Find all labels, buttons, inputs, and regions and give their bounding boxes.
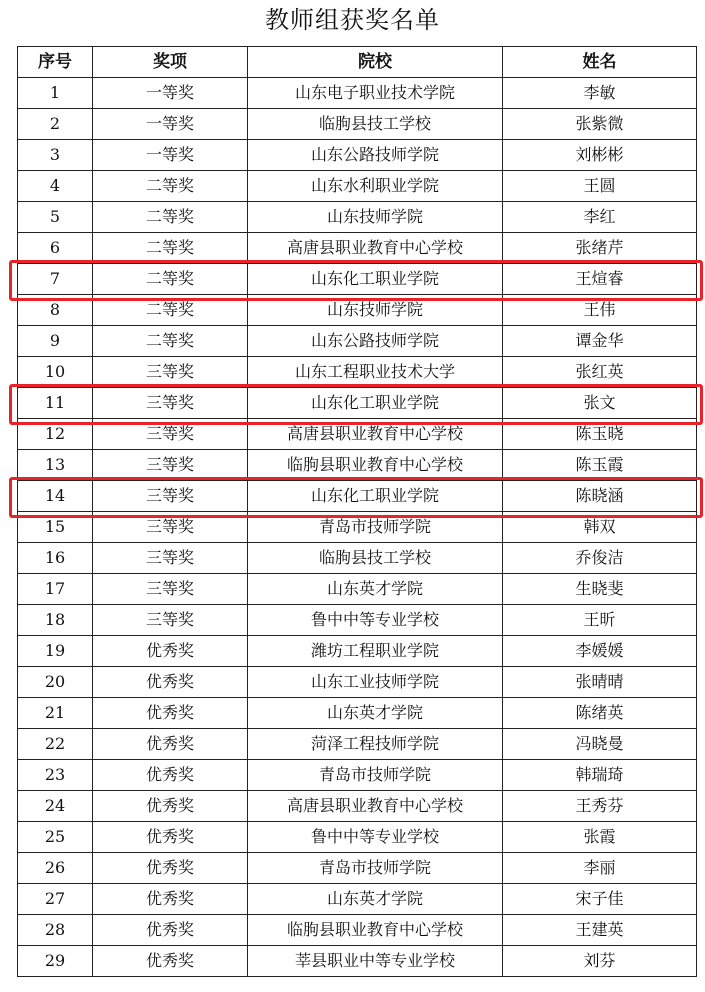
cell-number: 3 bbox=[18, 140, 93, 171]
table-row bbox=[18, 791, 697, 822]
table-row bbox=[18, 698, 697, 729]
cell-award: 优秀奖 bbox=[93, 946, 248, 977]
table-row bbox=[18, 574, 697, 605]
cell-number: 16 bbox=[18, 543, 93, 574]
cell-school: 山东技师学院 bbox=[248, 202, 503, 233]
cell-award: 三等奖 bbox=[93, 357, 248, 388]
cell-name: 李红 bbox=[503, 202, 697, 233]
cell-name: 张晴晴 bbox=[503, 667, 697, 698]
cell-name: 张紫微 bbox=[503, 109, 697, 140]
cell-school: 青岛市技师学院 bbox=[248, 853, 503, 884]
cell-school: 临朐县技工学校 bbox=[248, 543, 503, 574]
table-row bbox=[18, 388, 697, 419]
cell-number: 10 bbox=[18, 357, 93, 388]
cell-name: 陈玉晓 bbox=[503, 419, 697, 450]
cell-name: 王昕 bbox=[503, 605, 697, 636]
cell-award: 二等奖 bbox=[93, 202, 248, 233]
table-row bbox=[18, 512, 697, 543]
cell-number: 8 bbox=[18, 295, 93, 326]
cell-award: 三等奖 bbox=[93, 574, 248, 605]
cell-name: 王秀芬 bbox=[503, 791, 697, 822]
cell-school: 临朐县职业教育中心学校 bbox=[248, 915, 503, 946]
award-table bbox=[17, 46, 697, 977]
table-row bbox=[18, 357, 697, 388]
cell-number: 12 bbox=[18, 419, 93, 450]
cell-number: 19 bbox=[18, 636, 93, 667]
table-row bbox=[18, 140, 697, 171]
cell-award: 优秀奖 bbox=[93, 698, 248, 729]
cell-number: 28 bbox=[18, 915, 93, 946]
cell-name: 张绪芹 bbox=[503, 233, 697, 264]
cell-name: 韩瑞琦 bbox=[503, 760, 697, 791]
cell-school: 山东工程职业技术大学 bbox=[248, 357, 503, 388]
cell-name: 李敏 bbox=[503, 78, 697, 109]
cell-number: 11 bbox=[18, 388, 93, 419]
cell-school: 临朐县技工学校 bbox=[248, 109, 503, 140]
cell-number: 9 bbox=[18, 326, 93, 357]
cell-school: 莘县职业中等专业学校 bbox=[248, 946, 503, 977]
cell-number: 2 bbox=[18, 109, 93, 140]
cell-award: 二等奖 bbox=[93, 171, 248, 202]
cell-award: 二等奖 bbox=[93, 264, 248, 295]
cell-name: 刘芬 bbox=[503, 946, 697, 977]
cell-award: 优秀奖 bbox=[93, 853, 248, 884]
cell-award: 三等奖 bbox=[93, 605, 248, 636]
cell-number: 24 bbox=[18, 791, 93, 822]
cell-name: 张文 bbox=[503, 388, 697, 419]
cell-school: 临朐县职业教育中心学校 bbox=[248, 450, 503, 481]
table-row bbox=[18, 884, 697, 915]
cell-number: 18 bbox=[18, 605, 93, 636]
cell-name: 张红英 bbox=[503, 357, 697, 388]
cell-award: 优秀奖 bbox=[93, 667, 248, 698]
cell-name: 生晓斐 bbox=[503, 574, 697, 605]
cell-school: 青岛市技师学院 bbox=[248, 760, 503, 791]
header-number: 序号 bbox=[18, 47, 93, 78]
cell-name: 李丽 bbox=[503, 853, 697, 884]
cell-number: 15 bbox=[18, 512, 93, 543]
table-row bbox=[18, 605, 697, 636]
table-row bbox=[18, 822, 697, 853]
table-row bbox=[18, 915, 697, 946]
table-row bbox=[18, 202, 697, 233]
cell-name: 宋子佳 bbox=[503, 884, 697, 915]
cell-award: 三等奖 bbox=[93, 543, 248, 574]
cell-school: 山东公路技师学院 bbox=[248, 140, 503, 171]
page-title: 教师组获奖名单 bbox=[265, 6, 440, 34]
cell-award: 二等奖 bbox=[93, 233, 248, 264]
table-row bbox=[18, 853, 697, 884]
cell-award: 三等奖 bbox=[93, 481, 248, 512]
cell-number: 29 bbox=[18, 946, 93, 977]
cell-award: 二等奖 bbox=[93, 295, 248, 326]
table-row bbox=[18, 233, 697, 264]
cell-name: 谭金华 bbox=[503, 326, 697, 357]
cell-school: 山东水利职业学院 bbox=[248, 171, 503, 202]
cell-school: 山东英才学院 bbox=[248, 698, 503, 729]
cell-number: 7 bbox=[18, 264, 93, 295]
cell-school: 山东英才学院 bbox=[248, 574, 503, 605]
table-row bbox=[18, 78, 697, 109]
cell-award: 三等奖 bbox=[93, 419, 248, 450]
table-row bbox=[18, 760, 697, 791]
cell-number: 25 bbox=[18, 822, 93, 853]
cell-number: 21 bbox=[18, 698, 93, 729]
cell-name: 刘彬彬 bbox=[503, 140, 697, 171]
table-header-row bbox=[18, 47, 697, 78]
cell-award: 一等奖 bbox=[93, 78, 248, 109]
cell-award: 优秀奖 bbox=[93, 729, 248, 760]
cell-award: 优秀奖 bbox=[93, 791, 248, 822]
cell-award: 优秀奖 bbox=[93, 760, 248, 791]
table-row bbox=[18, 419, 697, 450]
cell-award: 优秀奖 bbox=[93, 884, 248, 915]
cell-award: 一等奖 bbox=[93, 140, 248, 171]
cell-school: 山东技师学院 bbox=[248, 295, 503, 326]
cell-school: 山东电子职业技术学院 bbox=[248, 78, 503, 109]
cell-school: 山东公路技师学院 bbox=[248, 326, 503, 357]
table-row bbox=[18, 543, 697, 574]
table-row bbox=[18, 326, 697, 357]
table-row bbox=[18, 667, 697, 698]
cell-award: 一等奖 bbox=[93, 109, 248, 140]
cell-number: 27 bbox=[18, 884, 93, 915]
table-row bbox=[18, 295, 697, 326]
table-row bbox=[18, 946, 697, 977]
cell-award: 三等奖 bbox=[93, 388, 248, 419]
cell-award: 三等奖 bbox=[93, 450, 248, 481]
cell-name: 王煊睿 bbox=[503, 264, 697, 295]
cell-number: 13 bbox=[18, 450, 93, 481]
cell-award: 优秀奖 bbox=[93, 636, 248, 667]
cell-school: 鲁中中等专业学校 bbox=[248, 605, 503, 636]
cell-number: 14 bbox=[18, 481, 93, 512]
cell-name: 陈晓涵 bbox=[503, 481, 697, 512]
table-row bbox=[18, 109, 697, 140]
header-award: 奖项 bbox=[93, 47, 248, 78]
table-row bbox=[18, 171, 697, 202]
cell-school: 鲁中中等专业学校 bbox=[248, 822, 503, 853]
cell-school: 山东英才学院 bbox=[248, 884, 503, 915]
cell-school: 青岛市技师学院 bbox=[248, 512, 503, 543]
cell-award: 优秀奖 bbox=[93, 915, 248, 946]
cell-number: 20 bbox=[18, 667, 93, 698]
cell-name: 冯晓曼 bbox=[503, 729, 697, 760]
cell-name: 陈绪英 bbox=[503, 698, 697, 729]
table-row bbox=[18, 264, 697, 295]
cell-number: 5 bbox=[18, 202, 93, 233]
cell-award: 优秀奖 bbox=[93, 822, 248, 853]
header-name: 姓名 bbox=[503, 47, 697, 78]
cell-name: 王圆 bbox=[503, 171, 697, 202]
cell-name: 韩双 bbox=[503, 512, 697, 543]
cell-school: 菏泽工程技师学院 bbox=[248, 729, 503, 760]
cell-number: 6 bbox=[18, 233, 93, 264]
cell-school: 山东化工职业学院 bbox=[248, 264, 503, 295]
cell-school: 高唐县职业教育中心学校 bbox=[248, 233, 503, 264]
cell-number: 1 bbox=[18, 78, 93, 109]
table-row bbox=[18, 729, 697, 760]
cell-number: 17 bbox=[18, 574, 93, 605]
cell-number: 4 bbox=[18, 171, 93, 202]
table-row bbox=[18, 450, 697, 481]
cell-number: 22 bbox=[18, 729, 93, 760]
cell-school: 高唐县职业教育中心学校 bbox=[248, 419, 503, 450]
cell-number: 26 bbox=[18, 853, 93, 884]
header-school: 院校 bbox=[248, 47, 503, 78]
cell-school: 山东化工职业学院 bbox=[248, 481, 503, 512]
cell-school: 山东工业技师学院 bbox=[248, 667, 503, 698]
cell-name: 陈玉霞 bbox=[503, 450, 697, 481]
cell-number: 23 bbox=[18, 760, 93, 791]
cell-award: 三等奖 bbox=[93, 512, 248, 543]
cell-name: 王伟 bbox=[503, 295, 697, 326]
cell-name: 李媛媛 bbox=[503, 636, 697, 667]
cell-school: 潍坊工程职业学院 bbox=[248, 636, 503, 667]
cell-school: 高唐县职业教育中心学校 bbox=[248, 791, 503, 822]
cell-name: 乔俊洁 bbox=[503, 543, 697, 574]
cell-name: 张霞 bbox=[503, 822, 697, 853]
cell-name: 王建英 bbox=[503, 915, 697, 946]
table-row bbox=[18, 481, 697, 512]
cell-school: 山东化工职业学院 bbox=[248, 388, 503, 419]
cell-award: 二等奖 bbox=[93, 326, 248, 357]
table-row bbox=[18, 636, 697, 667]
